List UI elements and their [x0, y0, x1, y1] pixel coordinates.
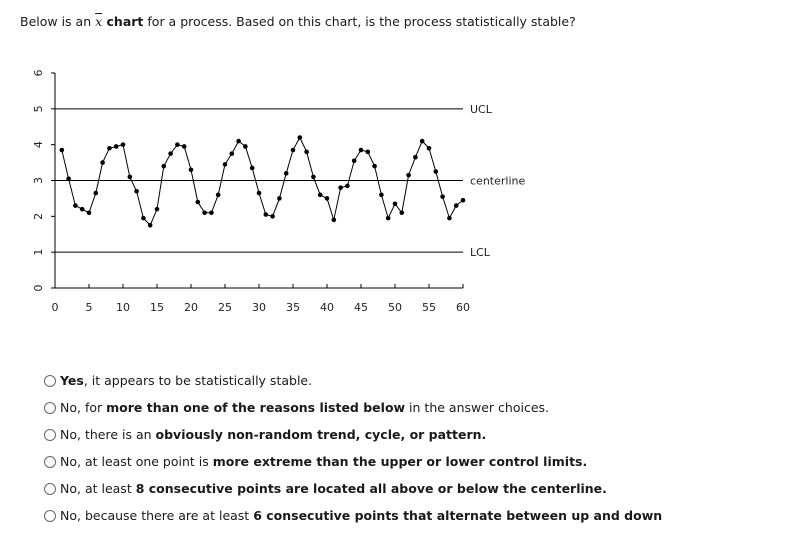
question-suffix: for a process. Based on this chart, is the process statistically stable? [143, 14, 576, 29]
answer-options [44, 367, 662, 529]
data-point [332, 218, 337, 223]
answer-option-label [60, 481, 607, 496]
radio-button[interactable] [44, 510, 56, 522]
data-point [134, 189, 139, 194]
x-bar-symbol: $\overline{x}$ [95, 14, 103, 29]
data-point [202, 210, 207, 215]
answer-option-text: more extreme than the upper or lower control limits. [212, 454, 588, 469]
data-point [372, 164, 377, 169]
y-tick-label: 3 [32, 177, 45, 184]
data-point [66, 176, 71, 181]
data-point [148, 223, 153, 228]
answer-option[interactable] [44, 502, 662, 529]
answer-option-text: , it appears to be statistically stable. [83, 373, 313, 388]
x-tick-label: 40 [320, 301, 334, 314]
data-point [393, 201, 398, 206]
answer-option-text: No, at least one point is [60, 454, 213, 469]
radio-button[interactable] [44, 483, 56, 495]
answer-option-label [60, 427, 486, 442]
data-point [128, 175, 133, 180]
data-point [196, 200, 201, 205]
data-point [434, 169, 439, 174]
y-tick-label: 4 [32, 141, 45, 149]
x-tick-label: 25 [218, 301, 232, 314]
answer-option-label [60, 454, 587, 469]
x-tick-label: 20 [184, 301, 198, 314]
data-point [182, 144, 187, 149]
y-tick-label: 0 [32, 284, 45, 292]
answer-option-text: No, at least [60, 481, 136, 496]
question-prefix: Below is an [20, 14, 96, 29]
x-tick-label: 50 [388, 301, 402, 314]
x-tick-label: 35 [286, 301, 300, 314]
data-point [386, 216, 391, 221]
answer-option-label [60, 373, 312, 388]
data-point [400, 210, 405, 215]
y-tick-label: 5 [32, 105, 45, 113]
data-point [94, 191, 99, 196]
radio-button[interactable] [44, 375, 56, 387]
answer-option[interactable] [44, 448, 662, 475]
answer-option-text: 6 consecutive points that alternate between up and down [253, 508, 663, 523]
answer-option-text: No, there is an [60, 427, 156, 442]
answer-option-text: more than one of the reasons listed below [106, 400, 406, 415]
data-point [325, 196, 330, 201]
data-point [284, 171, 289, 176]
data-point [175, 142, 180, 147]
data-point [406, 173, 411, 178]
data-point [209, 210, 214, 215]
answer-option[interactable] [44, 475, 662, 502]
data-point [100, 160, 105, 165]
data-point [257, 191, 262, 196]
data-point [264, 212, 269, 217]
x-tick-label: 45 [354, 301, 368, 314]
data-point [107, 146, 112, 151]
x-tick-label: 30 [252, 301, 266, 314]
data-point [311, 175, 316, 180]
data-point [250, 166, 255, 171]
answer-option-label [60, 400, 549, 415]
control-line-label-lcl: LCL [470, 246, 490, 260]
control-line-label-ucl: UCL [470, 102, 492, 116]
answer-option-text: 8 consecutive points are located all above or below the centerline. [135, 481, 607, 496]
data-point [454, 203, 459, 208]
data-point [277, 196, 282, 201]
data-point [352, 158, 357, 163]
data-point [168, 151, 173, 156]
answer-option-text: No, because there are at least [60, 508, 254, 523]
data-point [298, 135, 303, 140]
data-point [304, 150, 309, 155]
answer-option-text: in the answer choices. [405, 400, 549, 415]
data-point [216, 193, 221, 198]
data-point [141, 216, 146, 221]
data-point [73, 203, 78, 208]
data-point [60, 148, 65, 153]
data-point [114, 144, 119, 149]
data-point [223, 162, 228, 167]
radio-button[interactable] [44, 456, 56, 468]
answer-option-text: obviously non-random trend, cycle, or pattern. [155, 427, 487, 442]
data-point [162, 164, 167, 169]
x-tick-label: 5 [85, 301, 93, 314]
question-chart-word: chart [102, 14, 144, 29]
x-tick-label: 55 [422, 301, 436, 314]
x-tick-label: 0 [51, 301, 59, 314]
data-point [270, 214, 275, 219]
answer-option[interactable] [44, 394, 662, 421]
x-tick-label: 10 [116, 301, 130, 314]
answer-option[interactable] [44, 367, 662, 394]
x-tick-label: 60 [456, 301, 470, 314]
data-point [291, 148, 296, 153]
answer-option-text: No, for [60, 400, 107, 415]
radio-button[interactable] [44, 402, 56, 414]
answer-option[interactable] [44, 421, 662, 448]
data-point [440, 194, 445, 199]
data-point [345, 184, 350, 189]
data-point [447, 216, 452, 221]
radio-button[interactable] [44, 429, 56, 441]
data-point [243, 144, 248, 149]
data-point [420, 139, 425, 144]
data-point [121, 142, 126, 147]
data-point [461, 198, 466, 203]
data-point [155, 207, 160, 212]
data-point [80, 207, 85, 212]
data-point [379, 193, 384, 198]
data-point [236, 139, 241, 144]
answer-option-text: Yes [60, 373, 84, 388]
data-point [359, 148, 364, 153]
answer-option-label [60, 508, 662, 523]
control-line-label-centerline: centerline [470, 174, 526, 188]
data-point [87, 210, 92, 215]
data-point [318, 193, 323, 198]
data-point [427, 146, 432, 151]
data-point [366, 150, 371, 155]
data-point [230, 151, 235, 156]
y-tick-label: 2 [32, 212, 45, 220]
y-tick-label: 1 [32, 248, 46, 256]
x-tick-label: 15 [150, 301, 164, 314]
data-point [338, 185, 343, 190]
data-point [189, 167, 194, 172]
data-point [413, 155, 418, 160]
y-tick-label: 6 [32, 69, 45, 77]
